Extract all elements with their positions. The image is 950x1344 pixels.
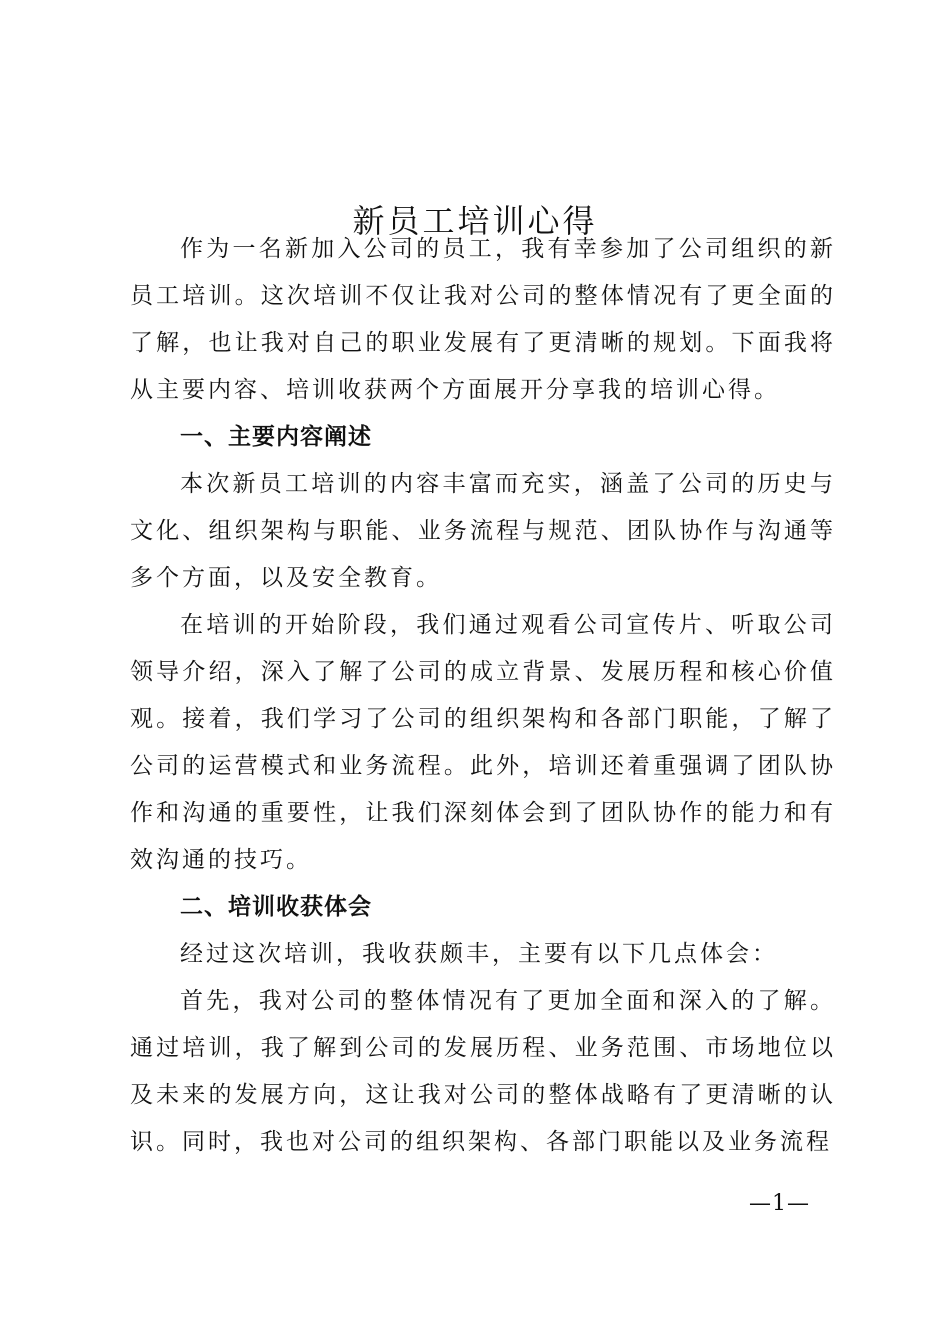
section1-paragraph: 在培训的开始阶段，我们通过观看公司宣传片、听取公司领导介绍，深入了解了公司的成立背景、发展历程和核心价值观。接着，我们学习了公司的组织架构和各部门职能，了解了公司的运营模式和业务流程。此外，培训还着重强调了团队协作和沟通的重要性，让我们深刻体会到了团队协作的能力和有效沟通的技巧。 xyxy=(130,612,836,873)
section1-paragraph: 本次新员工培训的内容丰富而充实，涵盖了公司的历史与文化、组织架构与职能、业务流程与规范、团队协作与沟通等多个方面，以及安全教育。 xyxy=(130,471,836,591)
section2-paragraph: 首先，我对公司的整体情况有了更加全面和深入的了解。通过培训，我了解到公司的发展历程、业务范围、市场地位以及未来的发展方向，这让我对公司的整体战略有了更清晰的认识。同时，我也对公司的组织架构、各部门职能以及业务流程 xyxy=(130,988,836,1155)
document-body xyxy=(130,226,836,1166)
section2-paragraph: 经过这次培训，我收获颇丰，主要有以下几点体会： xyxy=(180,941,778,967)
section-heading-main-content: 一、主要内容阐述 xyxy=(180,424,372,450)
page-number: —1— xyxy=(749,1191,810,1216)
document-title: 新员工培训心得 xyxy=(352,202,598,241)
section-heading-training-gains: 二、培训收获体会 xyxy=(180,894,372,920)
intro-paragraph: 作为一名新加入公司的员工，我有幸参加了公司组织的新员工培训。这次培训不仅让我对公司的整体情况有了更全面的了解，也让我对自己的职业发展有了更清晰的规划。下面我将从主要内容、培训收获两个方面展开分享我的培训心得。 xyxy=(130,236,836,403)
